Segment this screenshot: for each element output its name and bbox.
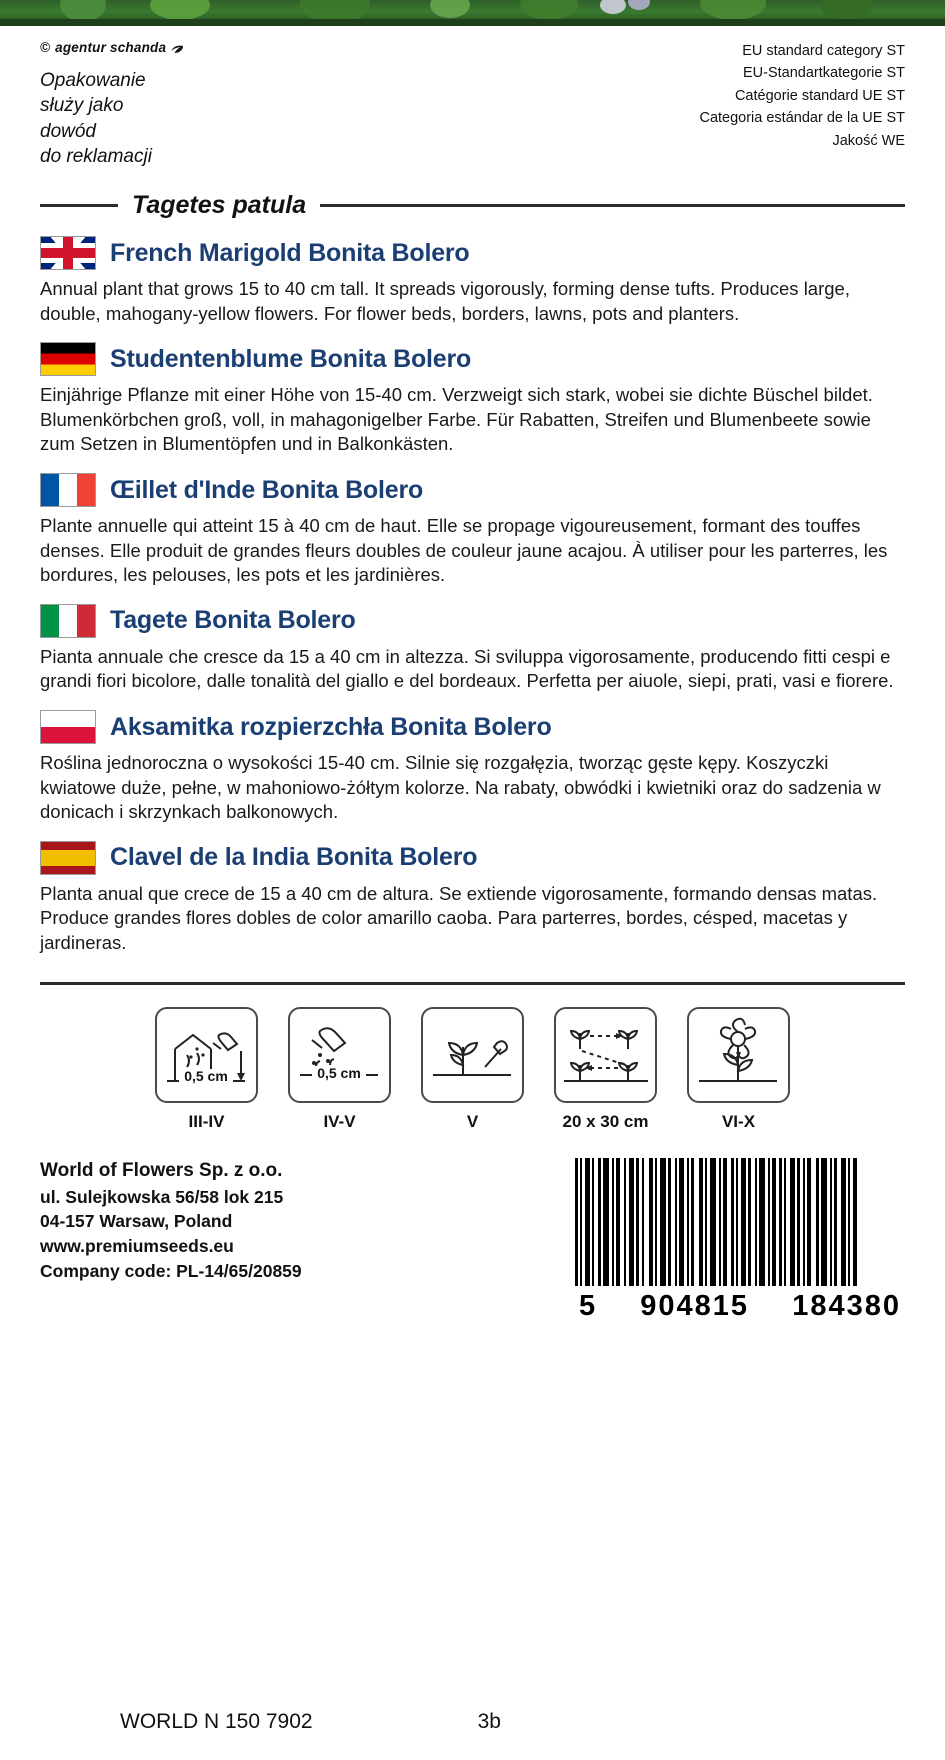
section-divider (40, 982, 905, 985)
flowering-icon (687, 1007, 790, 1103)
eu-category-fr: Catégorie standard UE ST (734, 87, 905, 104)
barcode-digit-group-1: 5 (579, 1289, 598, 1322)
language-block-fr (40, 473, 905, 588)
svg-text:0,5 cm: 0,5 cm (184, 1067, 228, 1084)
eu-category-de: EU-Standartkategorie ST (743, 65, 905, 82)
rule-right (320, 204, 905, 207)
language-block-es (40, 841, 905, 956)
page-code: 3b (477, 1710, 501, 1733)
footer-row (40, 1158, 905, 1323)
barcode-area (575, 1158, 905, 1323)
claim-line-2: służy jako (40, 95, 124, 117)
language-description-de: Einjährige Pflanze mit einer Höhe von 15-40 cm. Verzweigt sich stark, wobei sie dichte Büschel bildet. Blumenkörbchen groß, voll, in mahagonigelber Farbe. Für Rabatten, Streifen und Blumenbeete sowie zum Setzen in Blumentöpfen und in Balkonkästen. (40, 384, 873, 455)
company-website[interactable]: www.premiumseeds.eu (40, 1236, 234, 1257)
flag-united-kingdom (40, 236, 96, 270)
company-name: World of Flowers Sp. z o.o. (40, 1159, 283, 1181)
packet-content (0, 26, 945, 1760)
flag-spain (40, 841, 96, 875)
cultivation-pictograms (40, 1007, 905, 1132)
company-street: ul. Sulejkowska 56/58 lok 215 (40, 1186, 284, 1207)
barcode-digit-group-2: 904815 (640, 1289, 750, 1322)
language-block-it (40, 604, 905, 694)
language-description-en: Annual plant that grows 15 to 40 cm tall. It spreads vigorously, forming dense tufts. Produces large, double, mahogany-yellow flowers. For flower beds, borders, lawns, pots and planters. (40, 278, 850, 324)
company-code: Company code: PL-14/65/20859 (40, 1261, 302, 1282)
flag-poland (40, 710, 96, 744)
flag-germany (40, 342, 96, 376)
pictogram-label-flowering: VI-X (721, 1111, 756, 1131)
eu-category-en: EU standard category ST (742, 43, 905, 59)
sow-outdoors-icon (288, 1007, 391, 1103)
pictogram-label-sow-outdoors: IV-V (323, 1111, 356, 1131)
language-title-it: Tagete Bonita Bolero (110, 606, 356, 635)
barcode-digit-group-3: 184380 (792, 1289, 901, 1322)
claim-line-3: dowód (40, 120, 96, 142)
eu-standard-categories (699, 40, 905, 152)
eu-category-es: Categoria estándar de la UE ST (699, 110, 905, 127)
leaf-icon (171, 43, 184, 53)
pictogram-label-spacing: 20 x 30 cm (562, 1111, 649, 1131)
barcode-digits (575, 1290, 905, 1323)
language-head-es (40, 841, 905, 875)
agency-name: agentur schanda (55, 40, 167, 55)
language-title-fr: Œillet d'Inde Bonita Bolero (110, 475, 424, 504)
svg-text:0,5 cm: 0,5 cm (317, 1064, 361, 1081)
flag-italy (40, 604, 96, 638)
language-description-it: Pianta annuale che cresce da 15 a 40 cm in altezza. Si sviluppa vigorosamente, producendo fitti cespi e grandi fiori bicolore, dalle tonalità del giallo e del bordeaux. Perfetta per aiuole, siepi, prati, vasi e fiorere. (40, 645, 894, 692)
language-title-pl: Aksamitka rozpierzchła Bonita Bolero (110, 712, 552, 741)
company-info (40, 1158, 302, 1284)
language-title-de: Studentenblume Bonita Bolero (110, 344, 472, 373)
barcode-bars (575, 1158, 905, 1286)
language-block-de (40, 342, 905, 457)
rule-left (40, 204, 118, 207)
pictogram-label-sow-under-cover: III-IV (188, 1111, 225, 1131)
sow-under-cover-icon (155, 1007, 258, 1103)
copyright-icon: © (40, 40, 51, 55)
language-head-en (40, 236, 905, 270)
pictogram-flowering (687, 1007, 790, 1132)
language-description-pl: Roślina jednoroczna o wysokości 15-40 cm. Silnie się rozgałęzia, tworząc gęste kępy. Koszyczki kwiatowe duże, pełne, w mahoniowo-żółtym kolorze. Na rabaty, obwódki i kwietniki oraz do sadzenia w donicach i skrzynkach balkonowych. (40, 752, 881, 823)
claim-line-1: Opakowanie (40, 70, 146, 91)
agency-credit (40, 40, 184, 55)
language-head-pl (40, 710, 905, 744)
language-head-it (40, 604, 905, 638)
language-title-es: Clavel de la India Bonita Bolero (110, 843, 478, 872)
flag-france (40, 473, 96, 507)
language-title-en: French Marigold Bonita Bolero (110, 238, 470, 267)
claim-text (40, 68, 184, 169)
header-row (40, 26, 905, 169)
pictogram-sow-outdoors (288, 1007, 391, 1132)
language-head-fr (40, 473, 905, 507)
claim-line-4: do reklamacji (40, 145, 152, 167)
spacing-icon (554, 1007, 657, 1103)
language-block-en (40, 236, 905, 326)
header-left (40, 40, 184, 169)
pictogram-transplant (421, 1007, 524, 1132)
language-description-es: Planta anual que crece de 15 a 40 cm de altura. Se extiende vigorosamente, formando densas matas. Produce grandes flores dobles de color amarillo caoba. Para parterres, bordes, césped, macetas y jardineras. (40, 882, 878, 953)
transplant-icon (421, 1007, 524, 1103)
language-head-de (40, 342, 905, 376)
eu-category-pl: Jakość WE (832, 132, 905, 149)
species-latin-name: Tagetes patula (132, 191, 307, 220)
pictogram-label-transplant: V (466, 1111, 479, 1131)
species-heading-row (40, 191, 905, 220)
header-photo-strip (0, 0, 945, 26)
pictogram-sow-under-cover (155, 1007, 258, 1132)
bottom-code-row (0, 1710, 945, 1734)
language-block-pl (40, 710, 905, 825)
company-city: 04-157 Warsaw, Poland (40, 1211, 233, 1232)
product-code: WORLD N 150 7902 (120, 1710, 313, 1733)
language-description-fr: Plante annuelle qui atteint 15 à 40 cm de haut. Elle se propage vigoureusement, formant des touffes denses. Elle produit de grandes fleurs doubles de couleur jaune acajou. À utiliser pour les parterres, les bordures, les pelouses, les pots et les jardinières. (40, 515, 888, 586)
pictogram-spacing (554, 1007, 657, 1132)
